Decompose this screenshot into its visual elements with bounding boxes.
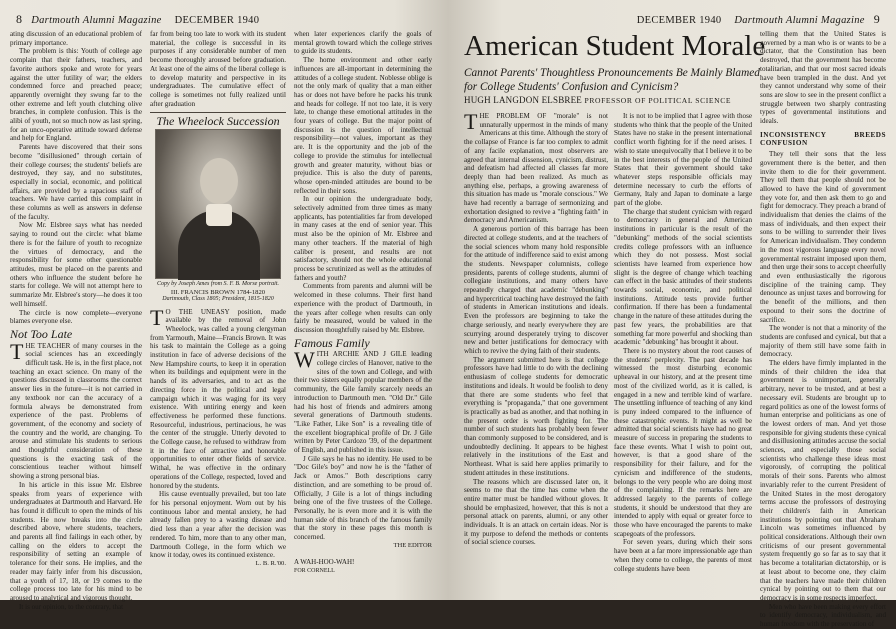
- paragraph-dropcap: [150, 304, 286, 491]
- paragraph-dropcap: [294, 347, 432, 455]
- dropcap: W: [294, 347, 315, 373]
- section-heading-famous-family: Famous Family: [294, 335, 370, 350]
- wah-hoo-wah-sub: FOR CORNELL: [294, 568, 335, 575]
- portrait-figure: [155, 129, 281, 304]
- paragraph-text: HE TEACHER of many courses in the social sciences has an exceedingly difficult task. He is, in the first place, not teaching an exact science. On many of the questions discussed in classrooms the correct answer lies in the future—it is not carried in any textbook nor can the accuracy of a formula always be demonstrated from experience of the past. Problems of government, of the economy and society of the country and the world, are changing. To arouse and stimulate his students to serious and thoughtful consideration of these questions is the exacting task of the conscientious teacher without himself showing a strong personal bias.: [10, 341, 142, 481]
- paragraph: The home environment and other early influences are all-important in determining the attitudes of a college student. Noblesse oblige is not the only mark of quality that a man either has or does not have before he packs his trunk and heads for college. If not too late, it is very late, to change these emotional attitudes in the four years of college. But the major point of discussion is the question of intellectual responsibility—not values, important as they are. It is the opportunity and the job of the college to provide the stimulus for intellectual growth and greater maturity, without bias or prejudice. This is also the duty of parents, whose open-minded attitudes are bound to be reflected in their sons.: [294, 56, 432, 195]
- dropcap: T: [150, 304, 164, 330]
- paragraph: The charge that student cynicism with regard to democracy in general and American institutions in particular is the result of the "debunking" methods of the social scientists credits college professors with an influence which they do not possess. Most social scientists have learned from experience how slight is the degree of change which teaching can effect in the basic attitudes of their students towards social, economic, and political institutions. Attitude tests provide further confirmation. If there has been a fundamental change in the nature of these attitudes during the past few years, the probabilities are that something far more powerful and shocking than academic "debunking" has brought it about.: [614, 207, 752, 347]
- paragraph: ating discussion of an educational problem of primary importance.: [10, 30, 142, 47]
- signature: L. B. R.'00.: [255, 559, 286, 567]
- paragraph: For seven years, during which their sons have been at a far more impressionable age than when they come to college, the parents of most college students have been: [614, 538, 752, 573]
- paragraph: Parents have discovered that their sons become "disillusioned" through certain of their college courses; the students' beliefs are destroyed, they say, and no substitutes, especially in social, economic, and political affairs, are provided by a rapacious staff of teachers. We have carried this complaint in these columns as well as answers in defense of the faculty.: [10, 143, 142, 221]
- section-heading-inconsistency: INCONSISTENCY BREEDS CONFUSION: [760, 130, 886, 148]
- paragraph: when later experiences clarify the goals of mental growth toward which the college strives to guide its students.: [294, 30, 432, 56]
- left-page-number: 8: [16, 12, 23, 26]
- paragraph: There is no mystery about the root causes of the students' perplexity. The past decade has witnessed the most disturbing economic upheaval in our history, and at the present time most of the civilized world, as it is called, is engaged in a new and terrible kind of warfare. The unsettling influence of teaching of any kind is puny indeed compared to the influence of these catastrophic events. It might as well be admitted that social scientists have had no great measure of success in preparing the students to face these events. What I wish to point out, however, is that a good share of the responsibility for their failure, and for the cynicism and indifference of the students, belongs to the very people who are doing most of the complaining. If the remarks here are addressed largely to the parents of college students, it should be understood that they are intended to apply with equal or greater force to those who have encouraged the parents to make scapegoats of the professors.: [614, 346, 752, 538]
- signature: THE EDITOR: [393, 541, 432, 549]
- paragraph: They tell their sons that the less government there is the better, and then invite them to die for their government. They tell them that people should not be allowed to have the kind of government they vote for, and then ask them to go and fight for democracy. They preach a brand of individualism that denies the claims of the mass of individuals, and then expect their sons to be willing to surrender their lives for American individualism. They condemn in the most vigorous language every novel governmental restraint imposed upon them, and then urge their sons to accept cheerfully and even enthusiastically the rigorous discipline of the training camp. They denounce as unjust taxes and borrowing for the benefit of the millions, and then expound to their sons the doctrine of sacrifice.: [760, 150, 886, 324]
- paragraph: Men who have been making every effort to identify democracy, individualism, and human freedom with the preservation of: [760, 602, 886, 629]
- author-name: HUGH LANGDON ELSBREE: [464, 95, 582, 105]
- caption-name: III. FRANCIS BROWN 1784-1820: [170, 288, 266, 296]
- right-running-head: [637, 12, 886, 27]
- paragraph: It is not to be implied that I agree with those students who think that the people of the United States have no stake in the present international conflict worth fighting for if the need arises. I wish to state unequivocally that I believe it to be in the best interests of the people of the United States that their government should take whatever steps responsible officials may determine necessary to curb the efforts of Germany, Italy and Japan to dominate a large part of the globe.: [614, 112, 752, 208]
- paragraph-dropcap: [464, 109, 608, 225]
- right-column-3: [760, 30, 886, 629]
- paragraph-text: O THE UNEASY position, made available by the removal of John Wheelock, was called a young clergyman from Yarmouth, Maine—Francis Brown. It was his task to maintain the College as a going institution in face of adverse decisions of the New Hampshire courts, to keep it in operation when its buildings and equipment were in the hands of its adversaries, and to act as the directing force in the political and legal campaign which it was waging for its very existence. With untiring energy and keen effectiveness he performed these functions. Resourceful, industrious, pertinacious, he was the center of the struggle. Utterly devoted to the College cause, he refused to withdraw from it in the face of attractive and honorable opportunities to enter other fields of service. Withal, he was effective in the ordinary operations of the College, respected, loved and honored by the students.: [150, 307, 286, 490]
- caption-credit: Copy by Joseph Ames from S. F. B. Morse portrait.: [156, 281, 280, 288]
- right-page-number: 9: [873, 12, 880, 26]
- paragraph: The wonder is not that a minority of the students are confused and cynical, but that a majority of them still have some faith in democracy.: [760, 324, 886, 359]
- paragraph: J Gile says he has no identity. He used to be "Doc Gile's boy" and now he is the "father of Jack or Amos." Both descriptions carry distinction, and are something to be proud of. Officially, J Gile is a lot of things including being one of the five trustees of the College. Personally, he is even more and it is with the human side of this branch of the famous family that the story in these pages this month is concerned.: [294, 454, 432, 542]
- paragraph-text: ITH ARCHIE AND J GILE leading college circles of Hanover, native to the sites of the town and College, and with their two sisters equally popular members of the community, the Gile family scarcely needs an introduction to Dartmouth men. "Old Dr." Gile had his host of friends and admirers among several generations of Dartmouth students. "Like Father, Like Son" is a revealing title of the excellent biographical profile of Dr. J Gile written by Peter Cardozo '39, of the department of English, and published in this issue.: [294, 350, 432, 455]
- right-header-date: DECEMBER 1940: [636, 15, 722, 26]
- paragraph: The reasons which are discussed later on, it seems to me that the time has come when the entire matter must be handled without gloves. It should be emphasized, however, that this is not a personal attack on parents, alumni, or any other individuals. It is an attack on certain ideas. Nor is it my purpose to defend the methods or contents of social science courses.: [464, 477, 608, 547]
- paragraph: A generous portion of this barrage has been directed at college students, and at the teachers of the social sciences whom many hold responsible for the attitude of indifference said to exist among the students. Newspaper columnists, college presidents, parents of college students, alumni of collegiate institutions, and many others have repeatedly charged that academic "debunking" and hypercritical teaching have destroyed the faith of students in American institutions and ideals. Even the professors are beginning to take the charge seriously, and nearly everywhere they are scurrying around desperately trying to discover new and better justifications for democracy with which to revive the dying faith of their students.: [464, 225, 608, 355]
- paragraph: The elders have firmly implanted in the minds of their children the idea that government is unimportant, generally arbitrary, never to be trusted, and at best a necessary evil. Students are brought up to regard politics as one of the lowest forms of human enterprise and politicians as one of the lowest orders of man. And yet those responsible for giving students these cynical and disillusioning attitudes accuse the social sciences, and especially those social scientists who challenge these ideas most vigorously, of corrupting the political morals of their sons. Parents who almost invariably refer to the current President of the United States in the most derogatory terms accuse the professors of destroying their children's faith in American institutions by pointing out that Abraham Lincoln was sometimes influenced by political considerations. Although their own criticisms of our present governmental system frequently go so far as to say that it has become a totalitarian dictatorship, or is at least about to become one, they claim that the teachers have made their children cynical by pointing out to them that our democracy is in some respects imperfect.: [760, 359, 886, 602]
- section-heading-not-too-late: Not Too Late: [10, 326, 73, 341]
- paragraph: It is our opinion, to the contrary, that: [19, 602, 124, 611]
- article-byline: [464, 95, 764, 105]
- left-running-head: [10, 12, 259, 27]
- paragraph: Comments from parents and alumni will be welcomed in these columns. Their first hand experience with the product of Dartmouth, in the years after college when results can only fairly be measured, would be valued in the discussion thoughtfully raised by Mr. Elsbree.: [294, 282, 432, 334]
- paragraph: In his article in this issue Mr. Elsbree speaks from years of experience with undergraduates at Dartmouth and Harvard. He has found it difficult to open the minds of his students. He now breaks into the circle described above, where students, teachers, and parents all find failings in each other, by calling on the elders to accept the responsibility of setting an example of tolerance for their sons. He implies, and the reader may fairly infer from his discussion, that a youth of 17, 18, or 19 comes to the college process too late for his mind to be aroused to analytical and vigorous thought.: [10, 480, 142, 602]
- left-page: [0, 0, 448, 611]
- article-subtitle: Cannot Parents' Thoughtless Pronouncements Be Mainly Blamed for College Students' Confusion and Cynicism?: [464, 67, 760, 93]
- wah-hoo-wah-heading: A WAH-HOO-WAH!: [294, 558, 355, 567]
- right-column-1: [464, 109, 608, 596]
- paragraph: Now Mr. Elsbree says what has needed saying to round out the circle: what blame there is for the failure of youth to recognize the virtues of democracy, and the responsibility for some other questionable attitudes, must be placed on the parents and others who influence the student before he starts for college. We will not attempt here to summarize Mr. Elsbree's story—he does it too well himself.: [10, 221, 142, 308]
- paragraph: His cause eventually prevailed, but too late for his personal enjoyment. Worn out by his continuous labor and mental anxiety, he had already fallen prey to a wasting disease and died less than a year after the decision was rendered. To him, more than to any other man, Dartmouth College, in the form which we know it today, owes its continued existence.: [150, 490, 286, 560]
- right-header-title: Dartmouth Alumni Magazine: [734, 15, 865, 26]
- left-column-2: [150, 30, 286, 596]
- left-column-1: [10, 30, 142, 611]
- left-column-3: [294, 30, 432, 596]
- article-title: American Student Morale: [464, 30, 766, 62]
- paragraph-text: HE PROBLEM OF "morale" is not unnaturally uppermost in the minds of many Americans at this time. Although the story of the collapse of France is far too complex to admit of any facile explanation, most observers are agreed that internal dissension, cynicism, distrust, and defeatism had affected all classes far more deeply than had been realized. As much as anything else, perhaps, a growing awareness of this situation has made us "morale conscious." We have had recently a barrage of sermonizing and exhortation designed to revive a "fighting faith" in democracy and Americanism.: [464, 112, 608, 225]
- portrait-image: [155, 129, 281, 279]
- portrait-caption: [155, 281, 281, 304]
- dropcap: T: [10, 338, 24, 364]
- section-heading-wheelock-succession: The Wheelock Succession: [156, 114, 280, 129]
- paragraph: The argument submitted here is that college professors have had little to do with the declining enthusiasm of college students for democratic institutions and ideals. It would be foolish to deny that there are some students who feel that everything is "propaganda," that one government is practically as bad as another, and that nothing in the present order is worth fighting for. The number of such students has probably been fewer than commonly supposed to be considered, and is undoubtedly declining. It appears to be highest relatively in the institutions of the East and Northeast. What is said here applies primarily to student attitudes in these institutions.: [464, 355, 608, 477]
- paragraph: far from being too late to work with its student material, the college is successful in its purposes if any considerable number of men become thoroughly aroused before graduation. At least one of the aims of the liberal college is to develop maturity and perspective in its undergraduates. The cumulative effect of college is sometimes not fully realized until after graduation: [150, 30, 286, 108]
- left-header-title: Dartmouth Alumni Magazine: [31, 15, 162, 26]
- paragraph: The problem is this: Youth of college age complain that their fathers, teachers, and favorite authors spoke and wrote for years against the utter futility of war; the elders condemned force and preached peace; apparently overnight they swung far to the other extreme and left youth clutching olive branches, in complete confusion. This is the alibi of youth, not so much now as last spring, for an unco-operative attitude toward defense and help for England.: [10, 47, 142, 143]
- caption-dates: Dartmouth, Class 1805; President, 1815-1820: [162, 296, 274, 303]
- paragraph: In our opinion the undergraduate body, selectively admitted from three times as many applicants, has potentialities far from developed in many cases at the end of senior year. This must also be the opinion of Mr. Elsbree and many other teachers. If the material of high caliber is present, and results are not satisfactory, should not the whole educational process be scrutinized as well as the attitudes of fathers and youth?: [294, 195, 432, 282]
- right-page: [448, 0, 896, 629]
- paragraph-dropcap: [10, 338, 142, 481]
- paragraph: telling them that the United States is governed by a man who is or wants to be a dictator, that the Constitution has been destroyed, that the government has become totalitarian, and that our most sacred ideals have been trampled in the dust. And yet they cannot understand why some of their sons are slow to see in the present conflict a struggle between two sharply contrasting types of governmental institutions and ideals.: [760, 30, 886, 126]
- paragraph: The circle is now complete—everyone blames everyone else.: [10, 308, 142, 326]
- divider: [150, 112, 286, 113]
- right-column-2: [614, 112, 752, 596]
- author-role: PROFESSOR OF POLITICAL SCIENCE: [584, 96, 732, 105]
- dropcap: T: [464, 109, 478, 134]
- left-header-date: DECEMBER 1940: [174, 15, 260, 26]
